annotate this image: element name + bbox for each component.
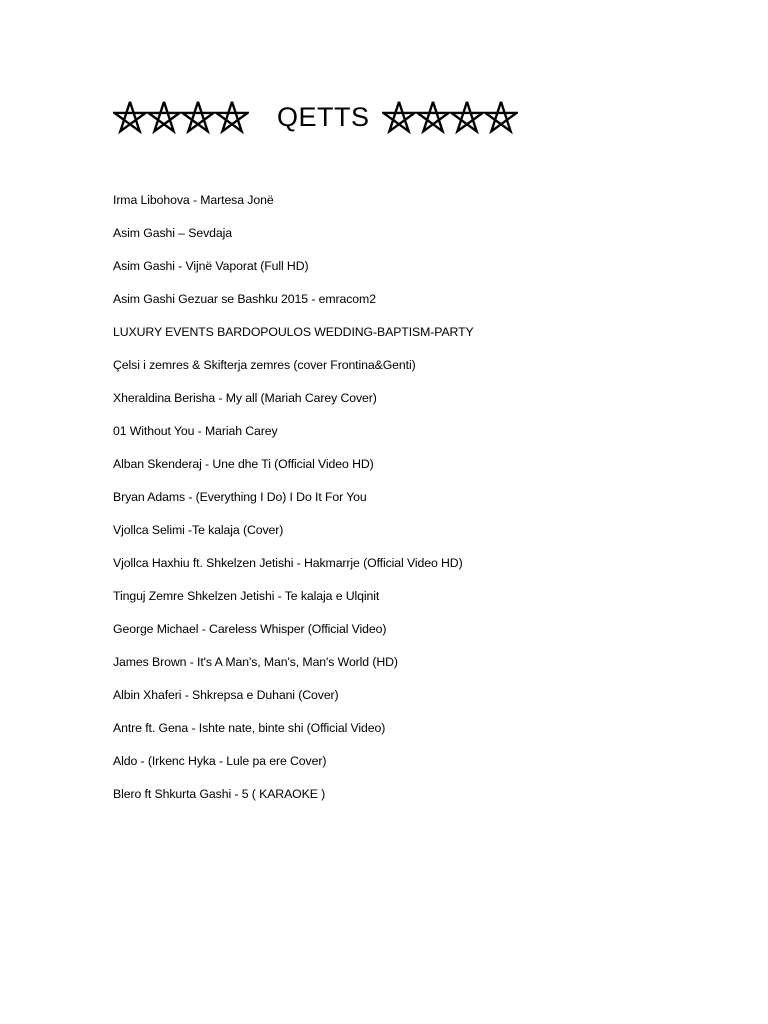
song-list-item: Xheraldina Berisha - My all (Mariah Carey Cover) xyxy=(113,391,377,405)
song-list-item: James Brown - It's A Man's, Man's, Man's World (HD) xyxy=(113,655,398,669)
song-list-item: LUXURY EVENTS BARDOPOULOS WEDDING-BAPTISM-PARTY xyxy=(113,325,474,339)
song-list-item: George Michael - Careless Whisper (Official Video) xyxy=(113,622,387,636)
star-outline-icon xyxy=(215,100,249,134)
star-outline-icon xyxy=(147,100,181,134)
star-outline-icon xyxy=(450,100,484,134)
song-list-item: Çelsi i zemres & Skifterja zemres (cover Frontina&Genti) xyxy=(113,358,416,372)
song-list-item: Bryan Adams - (Everything I Do) I Do It For You xyxy=(113,490,367,504)
star-outline-icon xyxy=(181,100,215,134)
title-row xyxy=(113,95,518,139)
star-outline-icon xyxy=(416,100,450,134)
star-outline-icon xyxy=(382,100,416,134)
page-title: QETTS xyxy=(277,102,370,132)
song-list-item: Albin Xhaferi - Shkrepsa e Duhani (Cover) xyxy=(113,688,339,702)
song-list-item: Irma Libohova - Martesa Jonë xyxy=(113,193,274,207)
star-outline-icon xyxy=(484,100,518,134)
right-stars xyxy=(382,100,518,134)
song-list-item: Vjollca Selimi -Te kalaja (Cover) xyxy=(113,523,284,537)
song-list-item: Aldo - (Irkenc Hyka - Lule pa ere Cover) xyxy=(113,754,327,768)
song-list-item: Alban Skenderaj - Une dhe Ti (Official Video HD) xyxy=(113,457,374,471)
song-list-item: Vjollca Haxhiu ft. Shkelzen Jetishi - Hakmarrje (Official Video HD) xyxy=(113,556,463,570)
left-stars xyxy=(113,100,249,134)
song-list-item: Blero ft Shkurta Gashi - 5 ( KARAOKE ) xyxy=(113,787,326,801)
song-list-item: Tinguj Zemre Shkelzen Jetishi - Te kalaja e Ulqinit xyxy=(113,589,380,603)
star-outline-icon xyxy=(113,100,147,134)
song-list-item: Antre ft. Gena - Ishte nate, binte shi (Official Video) xyxy=(113,721,386,735)
song-list-item: 01 Without You - Mariah Carey xyxy=(113,424,278,438)
song-list-item: Asim Gashi Gezuar se Bashku 2015 - emracom2 xyxy=(113,292,376,306)
song-list xyxy=(113,184,474,811)
song-list-item: Asim Gashi - Vijnë Vaporat (Full HD) xyxy=(113,259,309,273)
song-list-item: Asim Gashi – Sevdaja xyxy=(113,226,232,240)
